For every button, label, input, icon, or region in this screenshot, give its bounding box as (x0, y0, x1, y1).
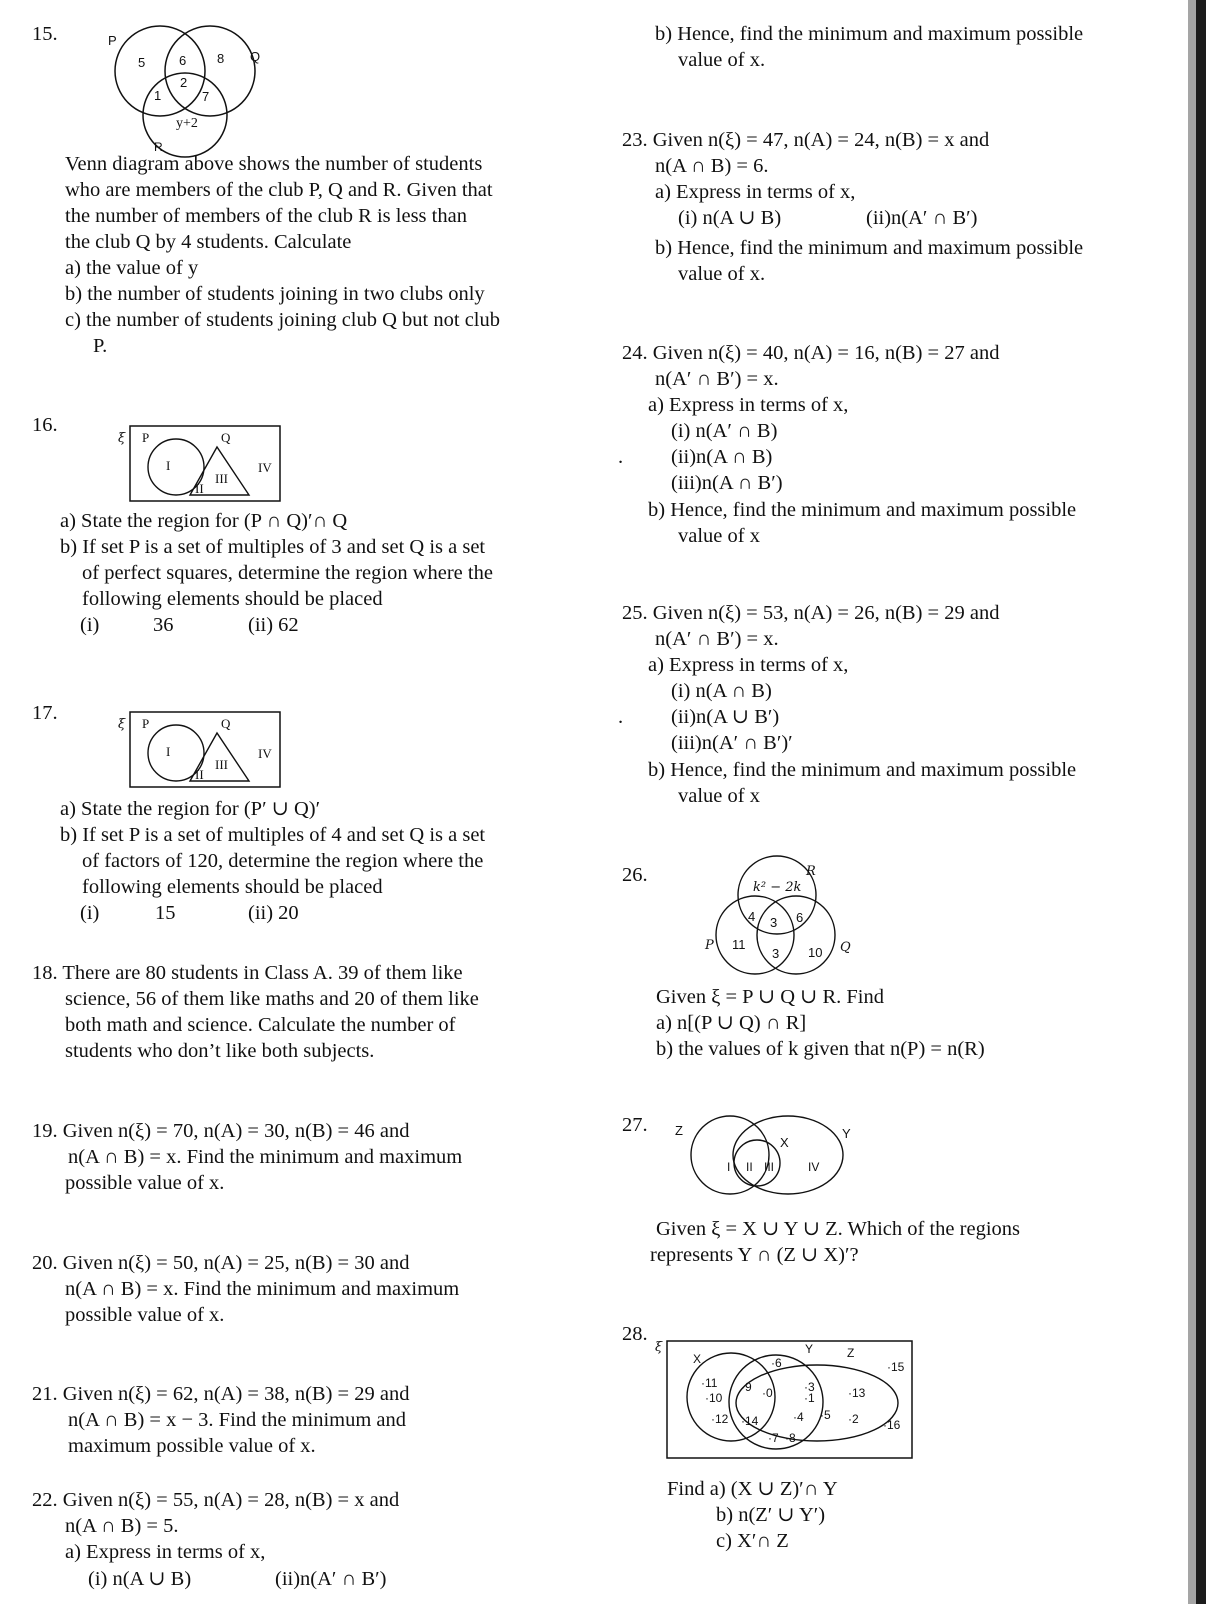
svg-text:·3: ·3 (804, 1380, 815, 1394)
q20-text-line: 20. Given n(ξ) = 50, n(A) = 25, n(B) = 30 and (32, 1252, 410, 1274)
q25-text-line: n(A′ ∩ B′) = x. (655, 628, 779, 650)
q17-item-ii: (ii) 20 (248, 902, 299, 924)
q15-text-line: who are members of the club P, Q and R. Given that (65, 179, 493, 201)
svg-text:5: 5 (138, 55, 146, 70)
svg-text:II: II (195, 481, 204, 496)
q19-text-line: 19. Given n(ξ) = 70, n(A) = 30, n(B) = 46 and (32, 1120, 410, 1142)
q28-venn-diagram (655, 1335, 915, 1465)
svg-text:III: III (764, 1160, 775, 1174)
q20-text-line: n(A ∩ B) = x. Find the minimum and maximum (65, 1278, 460, 1300)
q25-part-a-iii: (iii)n(A′ ∩ B′)′ (671, 732, 793, 754)
q18-text-line: students who don’t like both subjects. (65, 1040, 375, 1062)
q22-part-a: a) Express in terms of x, (65, 1541, 266, 1563)
q16-item-i-label: (i) (80, 614, 100, 636)
svg-text:·11: ·11 (701, 1376, 718, 1390)
svg-text:2: 2 (180, 75, 188, 90)
svg-text:Z: Z (847, 1346, 855, 1360)
question-16-number: 16. (32, 414, 58, 436)
q24-stray-dot: . (618, 446, 624, 468)
question-28-number: 28. (622, 1323, 648, 1345)
svg-text:IV: IV (258, 746, 272, 761)
svg-text:·12: ·12 (711, 1412, 729, 1426)
svg-text:Q: Q (221, 716, 231, 731)
q24-text-line: 24. Given n(ξ) = 40, n(A) = 16, n(B) = 27 and (622, 342, 1000, 364)
q24-part-a-iii: (iii)n(A ∩ B′) (671, 472, 783, 494)
svg-text:R: R (154, 140, 163, 154)
svg-text:4: 4 (748, 909, 756, 924)
q21-text-line: 21. Given n(ξ) = 62, n(A) = 38, n(B) = 29 and (32, 1383, 410, 1405)
q22-part-b: b) Hence, find the minimum and maximum possible (655, 23, 1084, 45)
q25-part-b: b) Hence, find the minimum and maximum possible (648, 759, 1077, 781)
svg-text:III: III (215, 757, 228, 772)
q17-item-i-value: 15 (155, 902, 176, 924)
q23-text-line: n(A ∩ B) = 6. (655, 155, 769, 177)
q15-part-c-cont: P. (93, 335, 108, 357)
q15-text-line: the club Q by 4 students. Calculate (65, 231, 352, 253)
svg-text:3: 3 (770, 915, 778, 930)
svg-text:Q: Q (250, 49, 261, 64)
svg-text:·1: ·1 (804, 1391, 815, 1405)
svg-text:·2: ·2 (848, 1412, 859, 1426)
q23-part-a: a) Express in terms of x, (655, 181, 856, 203)
svg-text:Y: Y (805, 1342, 814, 1356)
svg-text:·13: ·13 (848, 1386, 866, 1400)
q27-text-line: represents Y ∩ (Z ∪ X)′? (650, 1244, 859, 1266)
svg-text:·6: ·6 (771, 1356, 782, 1370)
svg-text:6: 6 (179, 53, 187, 68)
svg-text:I: I (166, 458, 171, 473)
svg-text:·5: ·5 (820, 1408, 831, 1422)
q16-part-a: a) State the region for (P ∩ Q)′∩ Q (60, 510, 348, 532)
q26-part-a: a) n[(P ∪ Q) ∩ R] (656, 1012, 807, 1034)
q23-part-b-cont: value of x. (678, 263, 766, 285)
q27-venn-diagram (670, 1115, 860, 1195)
q25-part-a-ii: (ii)n(A ∪ B′) (671, 706, 780, 728)
q25-part-a-i: (i) n(A ∩ B) (671, 680, 772, 702)
q17-text-line: of factors of 120, determine the region where the (82, 850, 484, 872)
q22-text-line: n(A ∩ B) = 5. (65, 1515, 179, 1537)
q23-part-a-ii: (ii)n(A′ ∩ B′) (866, 207, 978, 229)
q22-text-line: 22. Given n(ξ) = 55, n(A) = 28, n(B) = x and (32, 1489, 400, 1511)
q18-text-line: science, 56 of them like maths and 20 of them like (65, 988, 479, 1010)
q21-text-line: n(A ∩ B) = x − 3. Find the minimum and (68, 1409, 407, 1431)
q25-text-line: 25. Given n(ξ) = 53, n(A) = 26, n(B) = 29 and (622, 602, 1000, 624)
svg-text:P: P (142, 716, 150, 731)
svg-text:7: 7 (202, 89, 210, 104)
q20-text-line: possible value of x. (65, 1304, 225, 1326)
q23-text-line: 23. Given n(ξ) = 47, n(A) = 24, n(B) = x and (622, 129, 990, 151)
q16-text-line: of perfect squares, determine the region where the (82, 562, 493, 584)
q22-part-a-i: (i) n(A ∪ B) (88, 1568, 192, 1590)
q19-text-line: n(A ∩ B) = x. Find the minimum and maximum (68, 1146, 463, 1168)
svg-text:1: 1 (154, 88, 162, 103)
q24-text-line: n(A′ ∩ B′) = x. (655, 368, 779, 390)
q22-part-a-ii: (ii)n(A′ ∩ B′) (275, 1568, 387, 1590)
q16-item-i-value: 36 (153, 614, 174, 636)
q24-part-a-i: (i) n(A′ ∩ B) (671, 420, 778, 442)
svg-text:·8: ·8 (785, 1431, 796, 1445)
svg-text:III: III (215, 471, 228, 486)
svg-text:8: 8 (217, 51, 225, 66)
q18-text-line: both math and science. Calculate the number of (65, 1014, 456, 1036)
q15-part-a: a) the value of y (65, 257, 199, 279)
svg-text:Y: Y (842, 1126, 851, 1141)
svg-text:k² − 2k: k² − 2k (753, 880, 802, 895)
q24-part-a: a) Express in terms of x, (648, 394, 849, 416)
q17-venn-diagram (118, 706, 283, 791)
svg-text:·9: ·9 (741, 1380, 752, 1394)
q17-text-line: following elements should be placed (82, 876, 383, 898)
q18-text-line: 18. There are 80 students in Class A. 39 of them like (32, 962, 463, 984)
q28-find-a: Find a) (X ∪ Z)′∩ Y (667, 1478, 838, 1500)
q15-part-b: b) the number of students joining in two clubs only (65, 283, 485, 305)
q25-stray-dot: . (618, 706, 624, 728)
q17-part-a: a) State the region for (P′ ∪ Q)′ (60, 798, 321, 820)
q15-part-c: c) the number of students joining club Q but not club (65, 309, 500, 331)
svg-text:X: X (693, 1352, 702, 1366)
q16-text-line: following elements should be placed (82, 588, 383, 610)
question-15-number: 15. (32, 23, 58, 45)
q28-find-c: c) X′∩ Z (716, 1530, 789, 1552)
svg-text:10: 10 (808, 945, 823, 960)
question-17-number: 17. (32, 702, 58, 724)
svg-text:I: I (727, 1160, 731, 1174)
svg-text:Q: Q (221, 430, 231, 445)
svg-text:P: P (108, 33, 117, 48)
q16-item-ii: (ii) 62 (248, 614, 299, 636)
svg-text:·15: ·15 (887, 1360, 905, 1374)
q25-part-a: a) Express in terms of x, (648, 654, 849, 676)
q19-text-line: possible value of x. (65, 1172, 225, 1194)
q21-text-line: maximum possible value of x. (68, 1435, 316, 1457)
svg-text:IV: IV (258, 460, 272, 475)
svg-text:X: X (780, 1135, 789, 1150)
svg-text:ξ: ξ (118, 717, 126, 732)
svg-text:R: R (806, 864, 816, 879)
q23-part-a-i: (i) n(A ∪ B) (678, 207, 782, 229)
svg-text:·7: ·7 (768, 1431, 779, 1445)
svg-text:I: I (166, 744, 171, 759)
q24-part-b: b) Hence, find the minimum and maximum possible (648, 499, 1077, 521)
svg-text:II: II (195, 767, 204, 782)
q26-text-line: Given ξ = P ∪ Q ∪ R. Find (656, 986, 884, 1008)
svg-text:6: 6 (796, 910, 804, 925)
q24-part-a-ii: (ii)n(A ∩ B) (671, 446, 773, 468)
q23-part-b: b) Hence, find the minimum and maximum possible (655, 237, 1084, 259)
q27-text-line: Given ξ = X ∪ Y ∪ Z. Which of the regions (656, 1218, 1021, 1240)
window-edge (1196, 0, 1206, 1604)
svg-text:·16: ·16 (883, 1418, 901, 1432)
svg-text:P: P (705, 938, 714, 953)
svg-text:·0: ·0 (762, 1386, 773, 1400)
q26-part-b: b) the values of k given that n(P) = n(R) (656, 1038, 985, 1060)
svg-text:ξ: ξ (655, 1340, 663, 1355)
svg-text:·14: ·14 (741, 1414, 759, 1428)
q28-find-b: b) n(Z′ ∪ Y′) (716, 1504, 826, 1526)
q15-venn-diagram (90, 25, 290, 155)
q22-part-b-cont: value of x. (678, 49, 766, 71)
q24-part-b-cont: value of x (678, 525, 760, 547)
svg-text:Q: Q (840, 940, 851, 955)
svg-text:IV: IV (808, 1160, 820, 1174)
svg-text:3: 3 (772, 946, 780, 961)
q17-part-b: b) If set P is a set of multiples of 4 and set Q is a set (60, 824, 486, 846)
question-26-number: 26. (622, 864, 648, 886)
q15-text-line: Venn diagram above shows the number of students (65, 153, 483, 175)
q16-venn-diagram (118, 420, 283, 505)
svg-text:II: II (746, 1160, 753, 1174)
question-27-number: 27. (622, 1114, 648, 1136)
svg-text:P: P (142, 430, 150, 445)
q26-venn-diagram (700, 865, 860, 970)
svg-text:·4: ·4 (793, 1410, 804, 1424)
q16-part-b: b) If set P is a set of multiples of 3 and set Q is a set (60, 536, 486, 558)
scrollbar-track[interactable] (1188, 0, 1196, 1604)
svg-text:ξ: ξ (118, 431, 126, 446)
q17-item-i-label: (i) (80, 902, 100, 924)
svg-text:11: 11 (732, 937, 746, 952)
q15-text-line: the number of members of the club R is less than (65, 205, 467, 227)
q25-part-b-cont: value of x (678, 785, 760, 807)
svg-text:·10: ·10 (705, 1391, 723, 1405)
svg-text:y+2: y+2 (176, 116, 198, 131)
svg-text:Z: Z (675, 1123, 683, 1138)
